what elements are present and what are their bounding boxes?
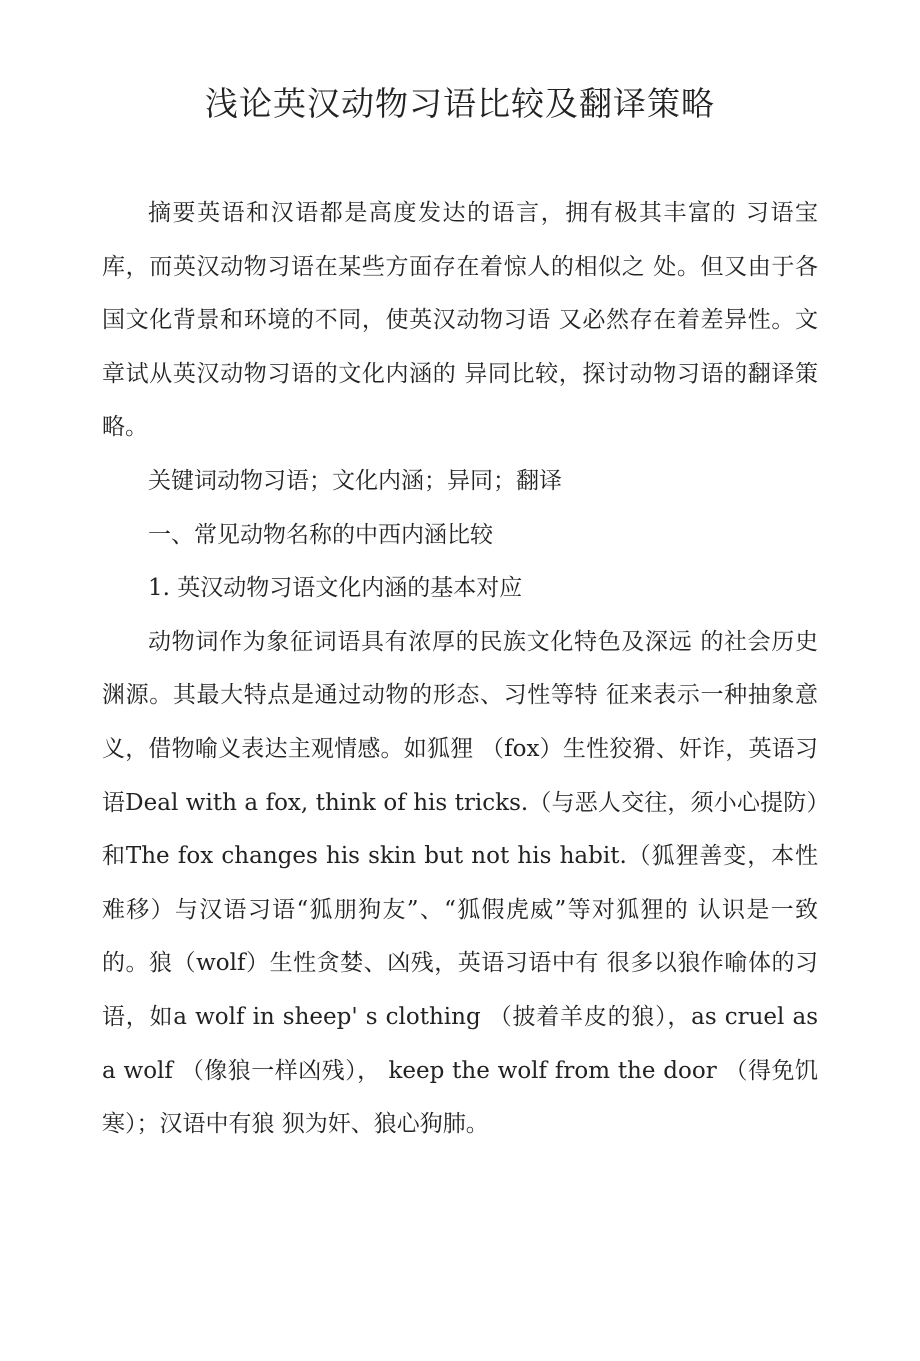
document-body bbox=[102, 187, 818, 1152]
document-title: 浅论英汉动物习语比较及翻译策略 bbox=[205, 84, 715, 123]
abstract-paragraph: 摘要英语和汉语都是高度发达的语言，拥有极其丰富的 习语宝库，而英汉动物习语在某些方面存在着惊人的相似之 处。但又由于各国文化背景和环境的不同，使英汉动物习语 又必然存在着差异性。文章试从英汉动物习语的文化内涵的 异同比较，探讨动物习语的翻译策略。 bbox=[102, 200, 818, 441]
subsection-heading: 1. 英汉动物习语文化内涵的基本对应 bbox=[148, 575, 523, 602]
body-paragraph: 动物词作为象征词语具有浓厚的民族文化特色及深远 的社会历史渊源。其最大特点是通过动物的形态、习性等特 征来表示一种抽象意义，借物喻义表达主观情感。如狐狸 （fox）生性狡猾、奸诈，英语习语Deal with a fox, think of his tricks.（与恶人交往，须小心提防）和The fox changes his skin but not his habit.（狐狸善变，本性 难移）与汉语习语“狐朋狗友”、“狐假虎威”等对狐狸的 认识是一致的。狼（wolf）生性贪婪、凶残，英语习语中有 很多以狼作喻体的习语，如a wolf in sheep' s clothing （披着羊皮的狼），as cruel as a wolf （像狼一样凶残）， keep the wolf from the door （得免饥寒）；汉语中有狼 狈为奸、狼心狗肺。 bbox=[102, 628, 818, 1138]
keywords-line: 关键词动物习语；文化内涵；异同；翻译 bbox=[148, 467, 562, 494]
section-heading: 一、常见动物名称的中西内涵比较 bbox=[148, 521, 493, 548]
